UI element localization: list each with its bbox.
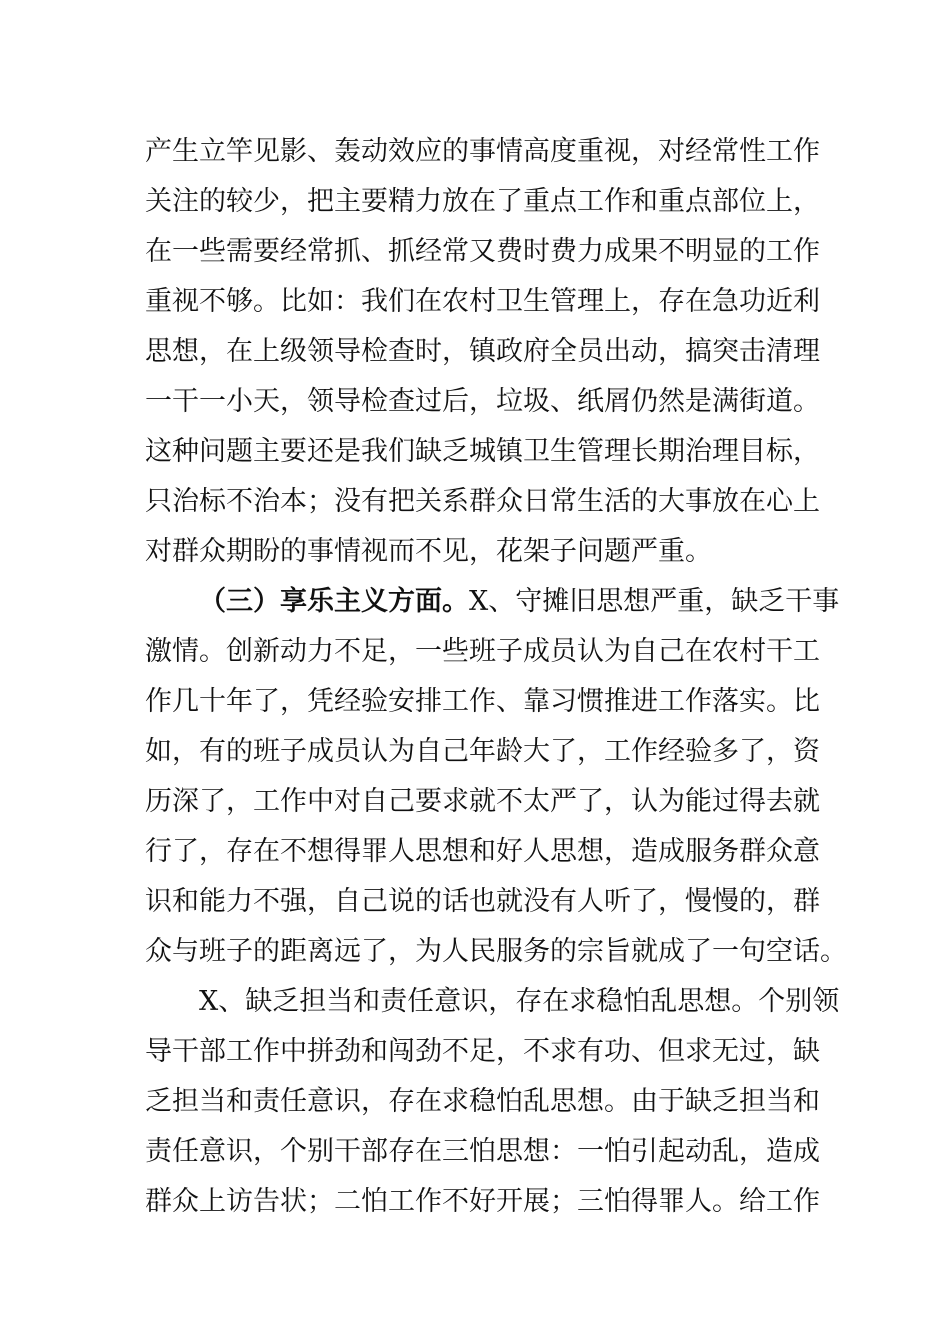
paragraph-line: 思想，在上级领导检查时，镇政府全员出动，搞突击清理 — [145, 336, 820, 367]
paragraph-line: 众与班子的距离远了，为人民服务的宗旨就成了一句空话。 — [145, 936, 847, 967]
paragraph-line: 激情。创新动力不足，一些班子成员认为自己在农村干工 — [145, 636, 820, 667]
paragraph-line: 乏担当和责任意识，存在求稳怕乱思想。由于缺乏担当和 — [145, 1086, 820, 1117]
paragraph-line: 关注的较少，把主要精力放在了重点工作和重点部位上， — [145, 186, 820, 217]
paragraph-first-line: X、缺乏担当和责任意识，存在求稳怕乱思想。个别领 — [199, 986, 840, 1017]
section-heading: （三）享乐主义方面。 — [199, 586, 469, 617]
paragraph-line: 在一些需要经常抓、抓经常又费时费力成果不明显的工作 — [145, 236, 820, 267]
paragraph-line: 群众上访告状；二怕工作不好开展；三怕得罪人。给工作 — [145, 1186, 820, 1217]
paragraph-line: 一干一小天，领导检查过后，垃圾、纸屑仍然是满街道。 — [145, 386, 820, 417]
paragraph-line: 历深了，工作中对自己要求就不太严了，认为能过得去就 — [145, 786, 820, 817]
paragraph-line: 只治标不治本；没有把关系群众日常生活的大事放在心上 — [145, 486, 820, 517]
section-heading-line — [199, 577, 840, 627]
paragraph-line: 产生立竿见影、轰动效应的事情高度重视，对经常性工作 — [145, 136, 820, 167]
paragraph-line: 这种问题主要还是我们缺乏城镇卫生管理长期治理目标， — [145, 436, 820, 467]
paragraph-line: 识和能力不强，自己说的话也就没有人听了，慢慢的，群 — [145, 886, 820, 917]
paragraph-line: 如，有的班子成员认为自己年龄大了，工作经验多了，资 — [145, 736, 820, 767]
paragraph-line: 作几十年了，凭经验安排工作、靠习惯推进工作落实。比 — [145, 686, 820, 717]
paragraph-line: 行了，存在不想得罪人思想和好人思想，造成服务群众意 — [145, 836, 820, 867]
section-heading-text: X、守摊旧思想严重，缺乏干事 — [469, 586, 840, 617]
paragraph-line: 责任意识，个别干部存在三怕思想：一怕引起动乱，造成 — [145, 1136, 820, 1167]
paragraph-line: 导干部工作中拼劲和闯劲不足，不求有功、但求无过，缺 — [145, 1036, 820, 1067]
paragraph-line: 对群众期盼的事情视而不见，花架子问题严重。 — [145, 536, 712, 567]
paragraph-line: 重视不够。比如：我们在农村卫生管理上，存在急功近利 — [145, 286, 820, 317]
